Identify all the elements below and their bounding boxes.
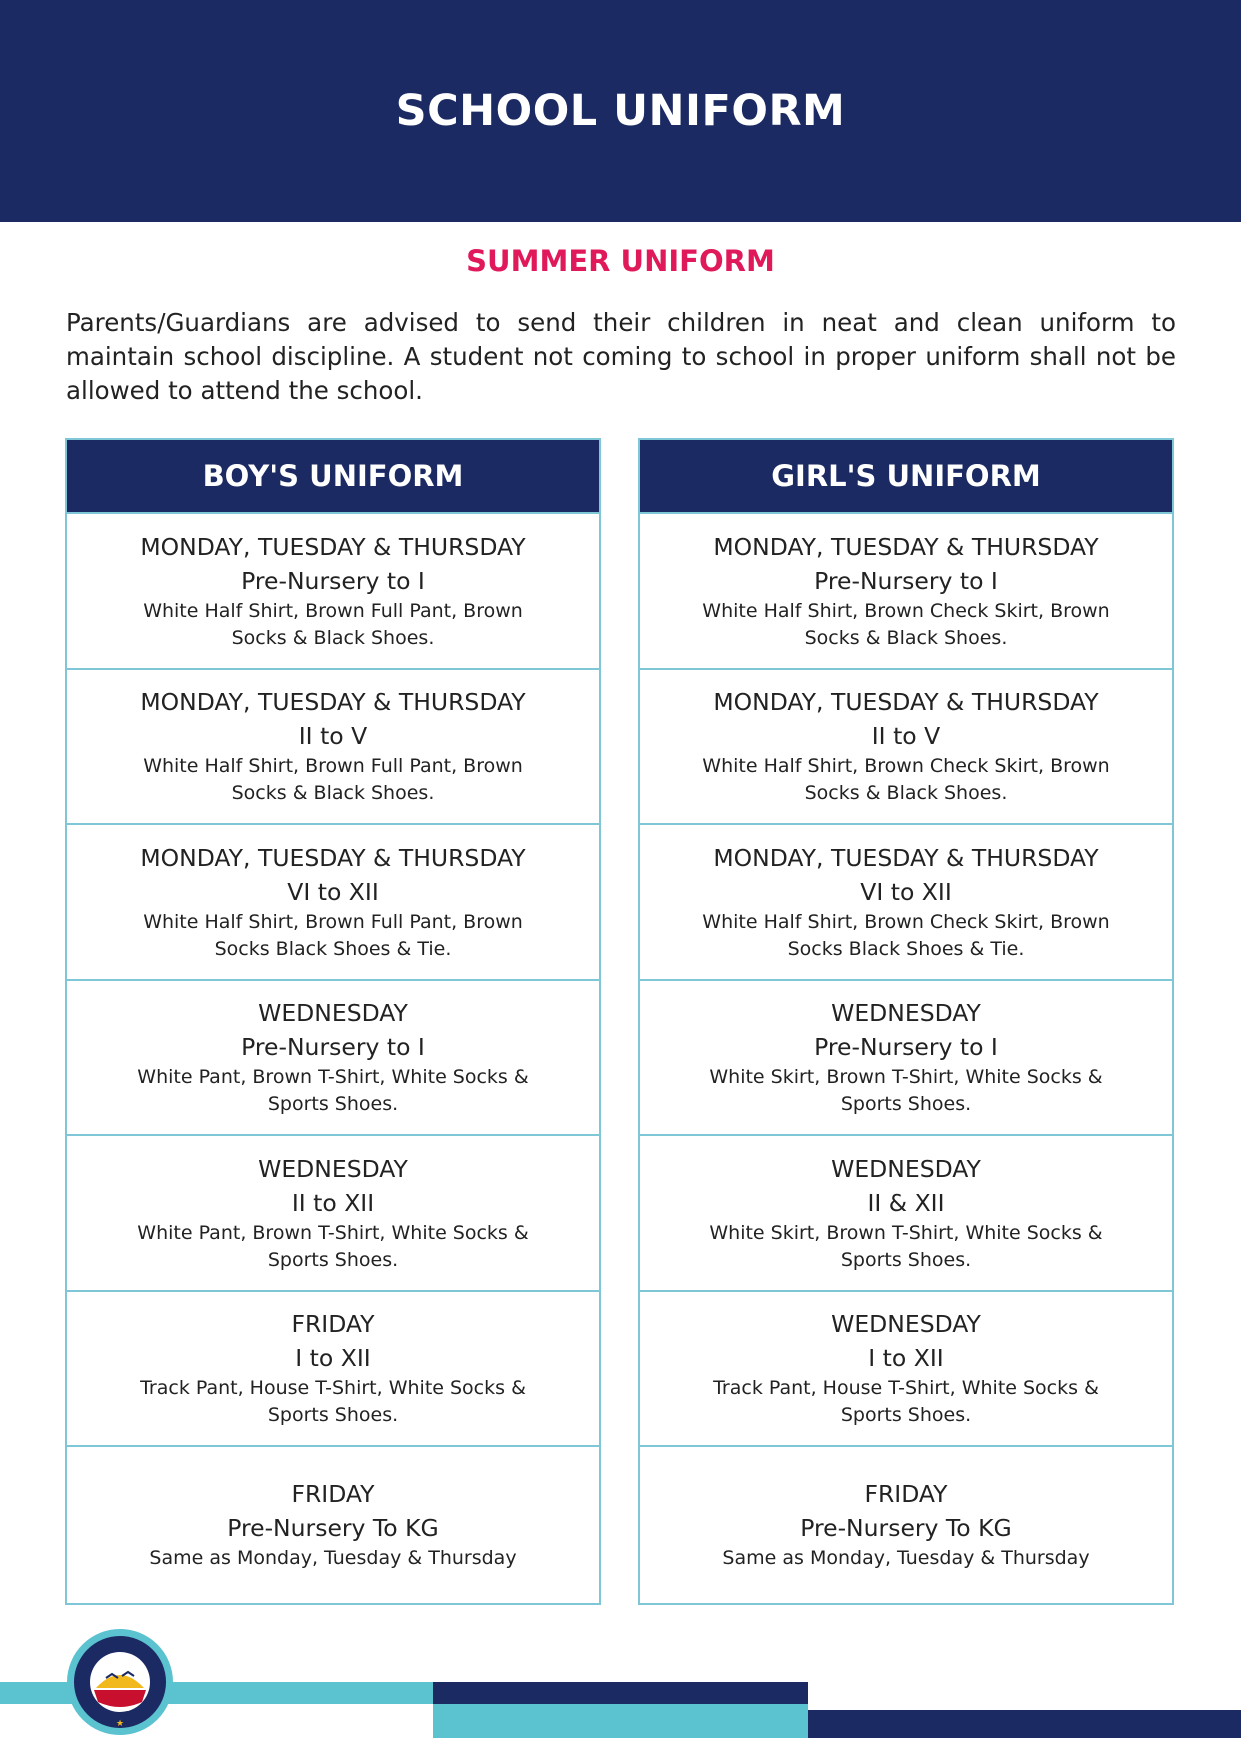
row-items: Same as Monday, Tuesday & Thursday <box>149 1547 517 1570</box>
row-day: WEDNESDAY <box>831 999 981 1028</box>
row-day: WEDNESDAY <box>258 1154 408 1183</box>
row-day: MONDAY, TUESDAY & THURSDAY <box>140 532 526 561</box>
row-items: Track Pant, House T-Shirt, White Socks & Sports Shoes. <box>713 1377 1099 1427</box>
section-title: SUMMER UNIFORM <box>466 244 775 278</box>
table-row <box>67 1447 599 1603</box>
table-row <box>640 1447 1172 1603</box>
row-grade: Pre-Nursery To KG <box>227 1514 439 1543</box>
row-items: White Skirt, Brown T-Shirt, White Socks & Sports Shoes. <box>709 1066 1103 1116</box>
school-logo-icon <box>66 1628 174 1736</box>
row-day: MONDAY, TUESDAY & THURSDAY <box>140 688 526 717</box>
row-grade: Pre-Nursery to I <box>241 1033 425 1062</box>
girls-uniform-heading: GIRL'S UNIFORM <box>640 440 1172 514</box>
footer-stripe-navy-right <box>808 1710 1241 1738</box>
table-row <box>67 981 599 1137</box>
row-items: White Pant, Brown T-Shirt, White Socks & Sports Shoes. <box>137 1066 529 1116</box>
row-day: MONDAY, TUESDAY & THURSDAY <box>713 532 1099 561</box>
row-items: White Half Shirt, Brown Full Pant, Brown Socks Black Shoes & Tie. <box>143 910 523 960</box>
row-grade: VI to XII <box>287 877 379 906</box>
row-items: Same as Monday, Tuesday & Thursday <box>722 1547 1090 1570</box>
row-day: FRIDAY <box>291 1310 375 1339</box>
footer-stripe-navy <box>433 1682 808 1704</box>
row-grade: Pre-Nursery to I <box>814 1033 998 1062</box>
boys-uniform-table <box>65 438 601 1605</box>
row-items: White Skirt, Brown T-Shirt, White Socks & Sports Shoes. <box>709 1221 1103 1271</box>
row-items: White Half Shirt, Brown Check Skirt, Brown Socks Black Shoes & Tie. <box>702 910 1110 960</box>
row-items: White Half Shirt, Brown Check Skirt, Brown Socks & Black Shoes. <box>702 599 1110 649</box>
row-grade: I to XII <box>295 1344 371 1373</box>
row-day: WEDNESDAY <box>831 1310 981 1339</box>
table-row <box>67 514 599 670</box>
row-grade: II & XII <box>867 1188 945 1217</box>
boys-uniform-heading: BOY'S UNIFORM <box>67 440 599 514</box>
row-day: WEDNESDAY <box>831 1154 981 1183</box>
row-grade: VI to XII <box>860 877 952 906</box>
row-items: White Half Shirt, Brown Check Skirt, Brown Socks & Black Shoes. <box>702 755 1110 805</box>
row-items: White Pant, Brown T-Shirt, White Socks & Sports Shoes. <box>137 1221 529 1271</box>
row-grade: II to XII <box>291 1188 375 1217</box>
table-row <box>640 825 1172 981</box>
page-header <box>0 0 1241 222</box>
row-grade: Pre-Nursery To KG <box>800 1514 1012 1543</box>
row-items: Track Pant, House T-Shirt, White Socks & Sports Shoes. <box>140 1377 526 1427</box>
table-row <box>640 670 1172 826</box>
row-grade: Pre-Nursery to I <box>814 566 998 595</box>
row-grade: II to V <box>871 722 941 751</box>
girls-uniform-table <box>638 438 1174 1605</box>
table-row <box>640 1136 1172 1292</box>
row-grade: Pre-Nursery to I <box>241 566 425 595</box>
row-items: White Half Shirt, Brown Full Pant, Brown Socks & Black Shoes. <box>143 599 523 649</box>
row-day: WEDNESDAY <box>258 999 408 1028</box>
table-row <box>67 825 599 981</box>
svg-text:★: ★ <box>115 1719 125 1729</box>
row-grade: I to XII <box>868 1344 944 1373</box>
row-day: MONDAY, TUESDAY & THURSDAY <box>713 688 1099 717</box>
table-row <box>640 514 1172 670</box>
row-day: MONDAY, TUESDAY & THURSDAY <box>713 843 1099 872</box>
row-grade: II to V <box>298 722 368 751</box>
row-day: MONDAY, TUESDAY & THURSDAY <box>140 843 526 872</box>
row-day: FRIDAY <box>291 1480 375 1509</box>
table-row <box>640 981 1172 1137</box>
table-row <box>67 670 599 826</box>
row-day: FRIDAY <box>864 1480 948 1509</box>
table-row <box>640 1292 1172 1448</box>
intro-paragraph: Parents/Guardians are advised to send their children in neat and clean uniform to maintain school discipline. A student not coming to school in proper uniform shall not be allowed to attend the school. <box>66 308 1176 405</box>
footer-stripe-teal-lower <box>433 1704 808 1738</box>
table-row <box>67 1136 599 1292</box>
row-items: White Half Shirt, Brown Full Pant, Brown Socks & Black Shoes. <box>143 755 523 805</box>
table-row <box>67 1292 599 1448</box>
page-title: SCHOOL UNIFORM <box>395 86 846 136</box>
